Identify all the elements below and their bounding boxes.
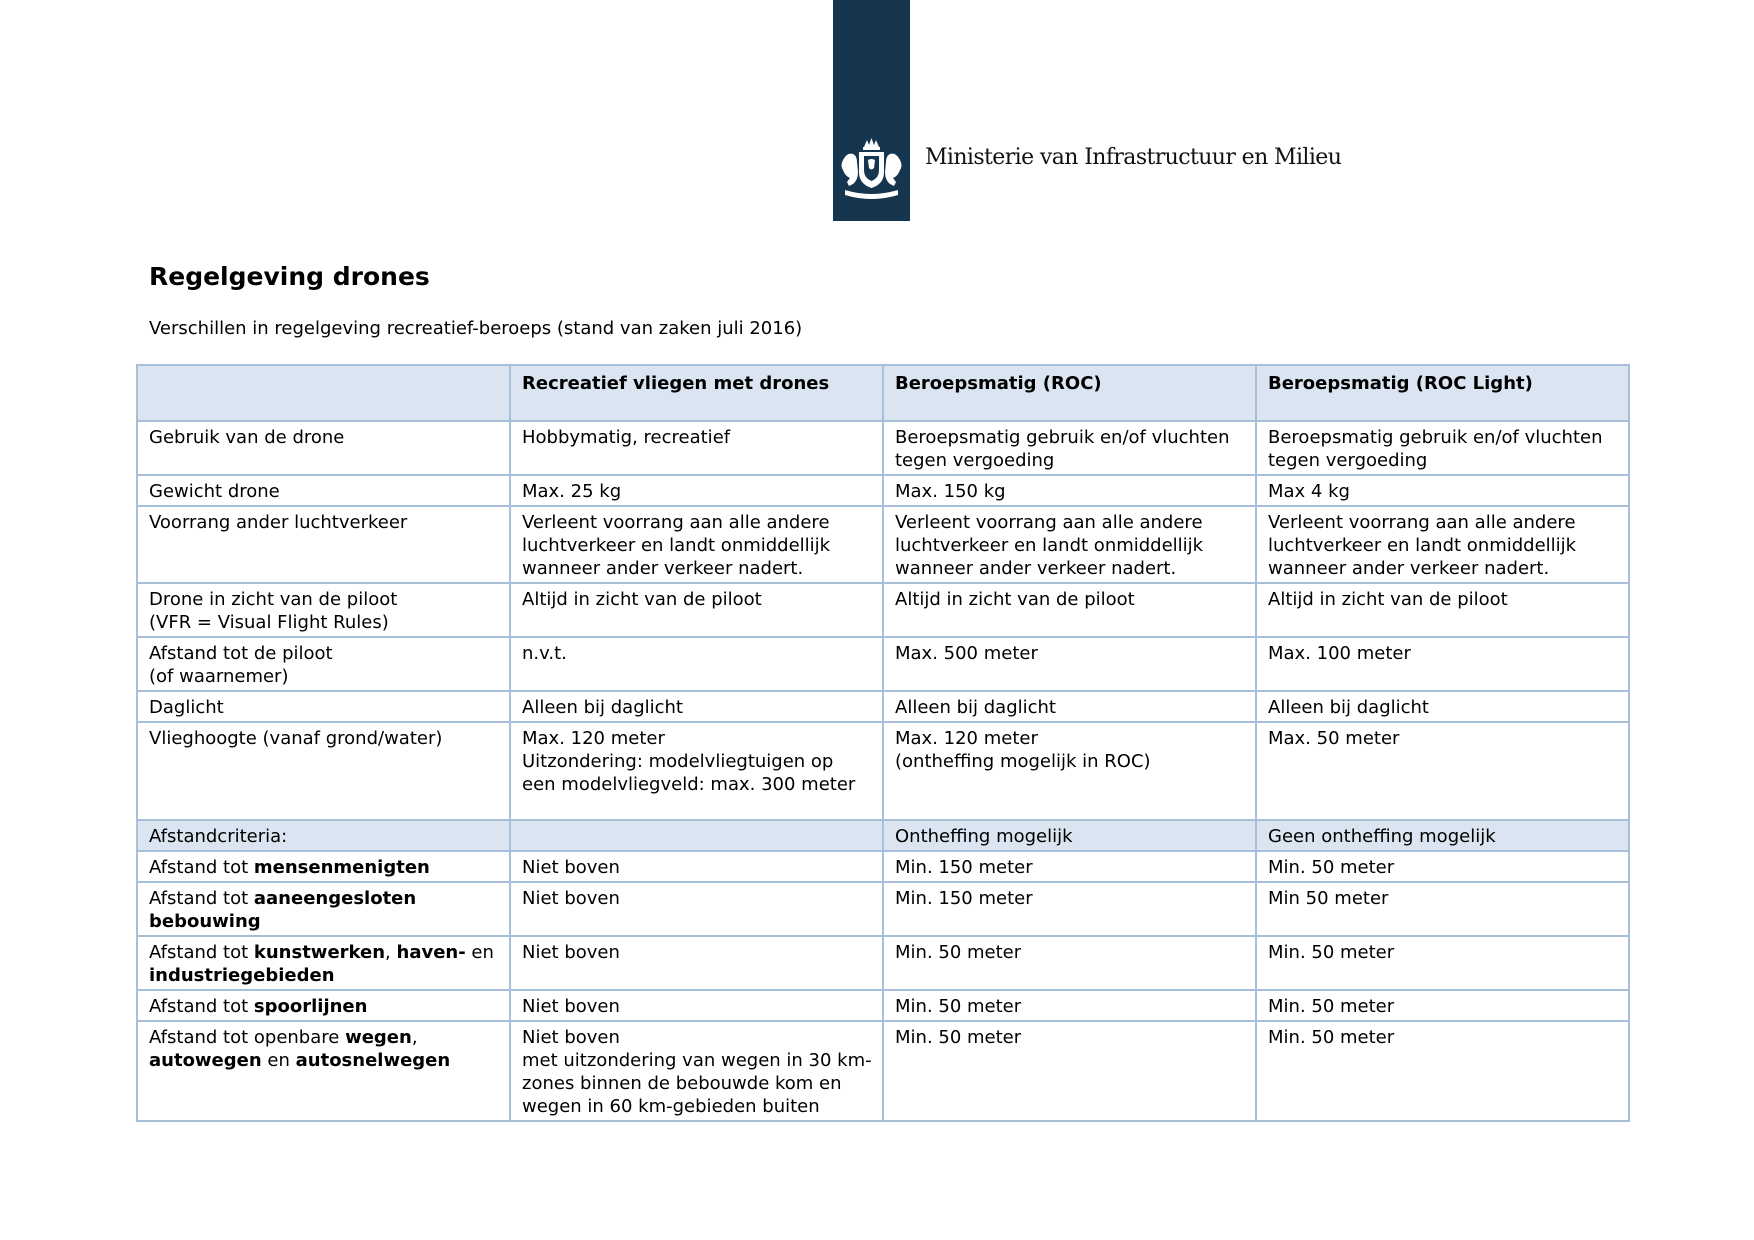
cell-roc-light: Min. 50 meter: [1256, 990, 1629, 1021]
cell-roc-light: Min. 50 meter: [1256, 936, 1629, 990]
cell-roc: Ontheffing mogelijk: [883, 820, 1256, 851]
cell-recreatief: [510, 722, 883, 820]
cell-roc: Min. 150 meter: [883, 882, 1256, 936]
row-label: Vlieghoogte (vanaf grond/water): [137, 722, 510, 820]
table-row: [137, 583, 1629, 637]
header-cell-roc-light: Beroepsmatig (ROC Light): [1256, 365, 1629, 421]
cell-roc-light: Altijd in zicht van de piloot: [1256, 583, 1629, 637]
cell-roc: Min. 50 meter: [883, 990, 1256, 1021]
ministry-name: Ministerie van Infrastructuur en Milieu: [925, 145, 1342, 170]
table-header-row: [137, 365, 1629, 421]
label-text: Afstand tot: [149, 857, 254, 878]
cell-line: Niet boven: [522, 1027, 620, 1048]
row-label: [137, 637, 510, 691]
cell-roc: Verleent voorrang aan alle andere luchtverkeer en landt onmiddellijk wanneer ander verkeer nadert.: [883, 506, 1256, 583]
cell-recreatief: [510, 1021, 883, 1121]
cell-roc-light: Beroepsmatig gebruik en/of vluchten tegen vergoeding: [1256, 421, 1629, 475]
label-bold: haven-: [396, 942, 466, 963]
row-label-line: (of waarnemer): [149, 666, 289, 687]
cell-roc-light: Max. 100 meter: [1256, 637, 1629, 691]
cell-roc: [883, 722, 1256, 820]
row-label-line: Afstand tot de piloot: [149, 643, 333, 664]
row-label-line: (VFR = Visual Flight Rules): [149, 612, 389, 633]
label-bold: industriegebieden: [149, 965, 335, 986]
page-subtitle: Verschillen in regelgeving recreatief-beroeps (stand van zaken juli 2016): [149, 318, 803, 339]
row-label: Gebruik van de drone: [137, 421, 510, 475]
cell-recreatief: Altijd in zicht van de piloot: [510, 583, 883, 637]
label-bold: mensenmenigten: [253, 857, 430, 878]
label-text: ,: [411, 1027, 418, 1048]
cell-recreatief: Niet boven: [510, 990, 883, 1021]
header-cell-recreatief: Recreatief vliegen met drones: [510, 365, 883, 421]
cell-roc: Max. 500 meter: [883, 637, 1256, 691]
cell-recreatief: Alleen bij daglicht: [510, 691, 883, 722]
cell-recreatief: Niet boven: [510, 882, 883, 936]
row-label: [137, 990, 510, 1021]
cell-recreatief: n.v.t.: [510, 637, 883, 691]
label-bold: autowegen: [149, 1050, 262, 1071]
cell-line: Max. 120 meter: [522, 728, 665, 749]
royal-crest-icon: [837, 138, 906, 204]
table-row: [137, 506, 1629, 583]
table-section-row: [137, 820, 1629, 851]
table-row: [137, 851, 1629, 882]
label-bold: autosnelwegen: [295, 1050, 451, 1071]
cell-roc-light: Min. 50 meter: [1256, 1021, 1629, 1121]
cell-roc-light: Geen ontheffing mogelijk: [1256, 820, 1629, 851]
cell-roc: Max. 150 kg: [883, 475, 1256, 506]
table-row: [137, 475, 1629, 506]
label-text: Afstand tot: [149, 996, 254, 1017]
row-label: Voorrang ander luchtverkeer: [137, 506, 510, 583]
table-row: [137, 722, 1629, 820]
cell-roc: Min. 50 meter: [883, 1021, 1256, 1121]
cell-recreatief: Niet boven: [510, 851, 883, 882]
cell-line: (ontheffing mogelijk in ROC): [895, 751, 1151, 772]
cell-line: Uitzondering: modelvliegtuigen op een modelvliegveld: max. 300 meter: [522, 751, 856, 795]
row-label: [137, 583, 510, 637]
label-bold: wegen: [345, 1027, 412, 1048]
row-label: Gewicht drone: [137, 475, 510, 506]
label-text: en: [261, 1050, 296, 1071]
cell-roc: Alleen bij daglicht: [883, 691, 1256, 722]
label-text: Afstand tot openbare: [149, 1027, 346, 1048]
table-row: [137, 936, 1629, 990]
rijksoverheid-logo-bar: [833, 0, 910, 221]
cell-line: Max. 120 meter: [895, 728, 1038, 749]
page-title: Regelgeving drones: [149, 262, 430, 291]
row-label: [137, 936, 510, 990]
table-row: [137, 1021, 1629, 1121]
table-row: [137, 637, 1629, 691]
cell-roc-light: Max 4 kg: [1256, 475, 1629, 506]
header-cell-empty: [137, 365, 510, 421]
label-text: en: [465, 942, 494, 963]
cell-recreatief: Hobbymatig, recreatief: [510, 421, 883, 475]
cell-recreatief: Max. 25 kg: [510, 475, 883, 506]
table-row: [137, 882, 1629, 936]
label-bold: kunstwerken: [253, 942, 386, 963]
header-cell-roc: Beroepsmatig (ROC): [883, 365, 1256, 421]
cell-recreatief: [510, 820, 883, 851]
label-text: Afstand tot: [149, 888, 254, 909]
table-row: [137, 691, 1629, 722]
cell-roc-light: Min. 50 meter: [1256, 851, 1629, 882]
row-label: Afstandcriteria:: [137, 820, 510, 851]
table-row: [137, 990, 1629, 1021]
row-label: [137, 882, 510, 936]
cell-roc: Min. 50 meter: [883, 936, 1256, 990]
label-text: ,: [385, 942, 397, 963]
row-label-line: Drone in zicht van de piloot: [149, 589, 398, 610]
label-bold: spoorlijnen: [253, 996, 368, 1017]
label-text: Afstand tot: [149, 942, 254, 963]
cell-roc: Altijd in zicht van de piloot: [883, 583, 1256, 637]
row-label: [137, 851, 510, 882]
cell-roc: Beroepsmatig gebruik en/of vluchten tegen vergoeding: [883, 421, 1256, 475]
row-label: [137, 1021, 510, 1121]
cell-recreatief: Niet boven: [510, 936, 883, 990]
cell-recreatief: Verleent voorrang aan alle andere luchtverkeer en landt onmiddellijk wanneer ander verkeer nadert.: [510, 506, 883, 583]
table-row: [137, 421, 1629, 475]
row-label: Daglicht: [137, 691, 510, 722]
cell-roc-light: Min 50 meter: [1256, 882, 1629, 936]
cell-roc-light: Verleent voorrang aan alle andere luchtverkeer en landt onmiddellijk wanneer ander verkeer nadert.: [1256, 506, 1629, 583]
regulations-table: [136, 364, 1630, 1122]
cell-line: met uitzondering van wegen in 30 km-zones binnen de bebouwde kom en wegen in 60 km-gebieden buiten: [522, 1050, 872, 1117]
label-bold: aaneengesloten bebouwing: [149, 888, 417, 932]
cell-roc-light: Alleen bij daglicht: [1256, 691, 1629, 722]
cell-roc: Min. 150 meter: [883, 851, 1256, 882]
cell-roc-light: Max. 50 meter: [1256, 722, 1629, 820]
